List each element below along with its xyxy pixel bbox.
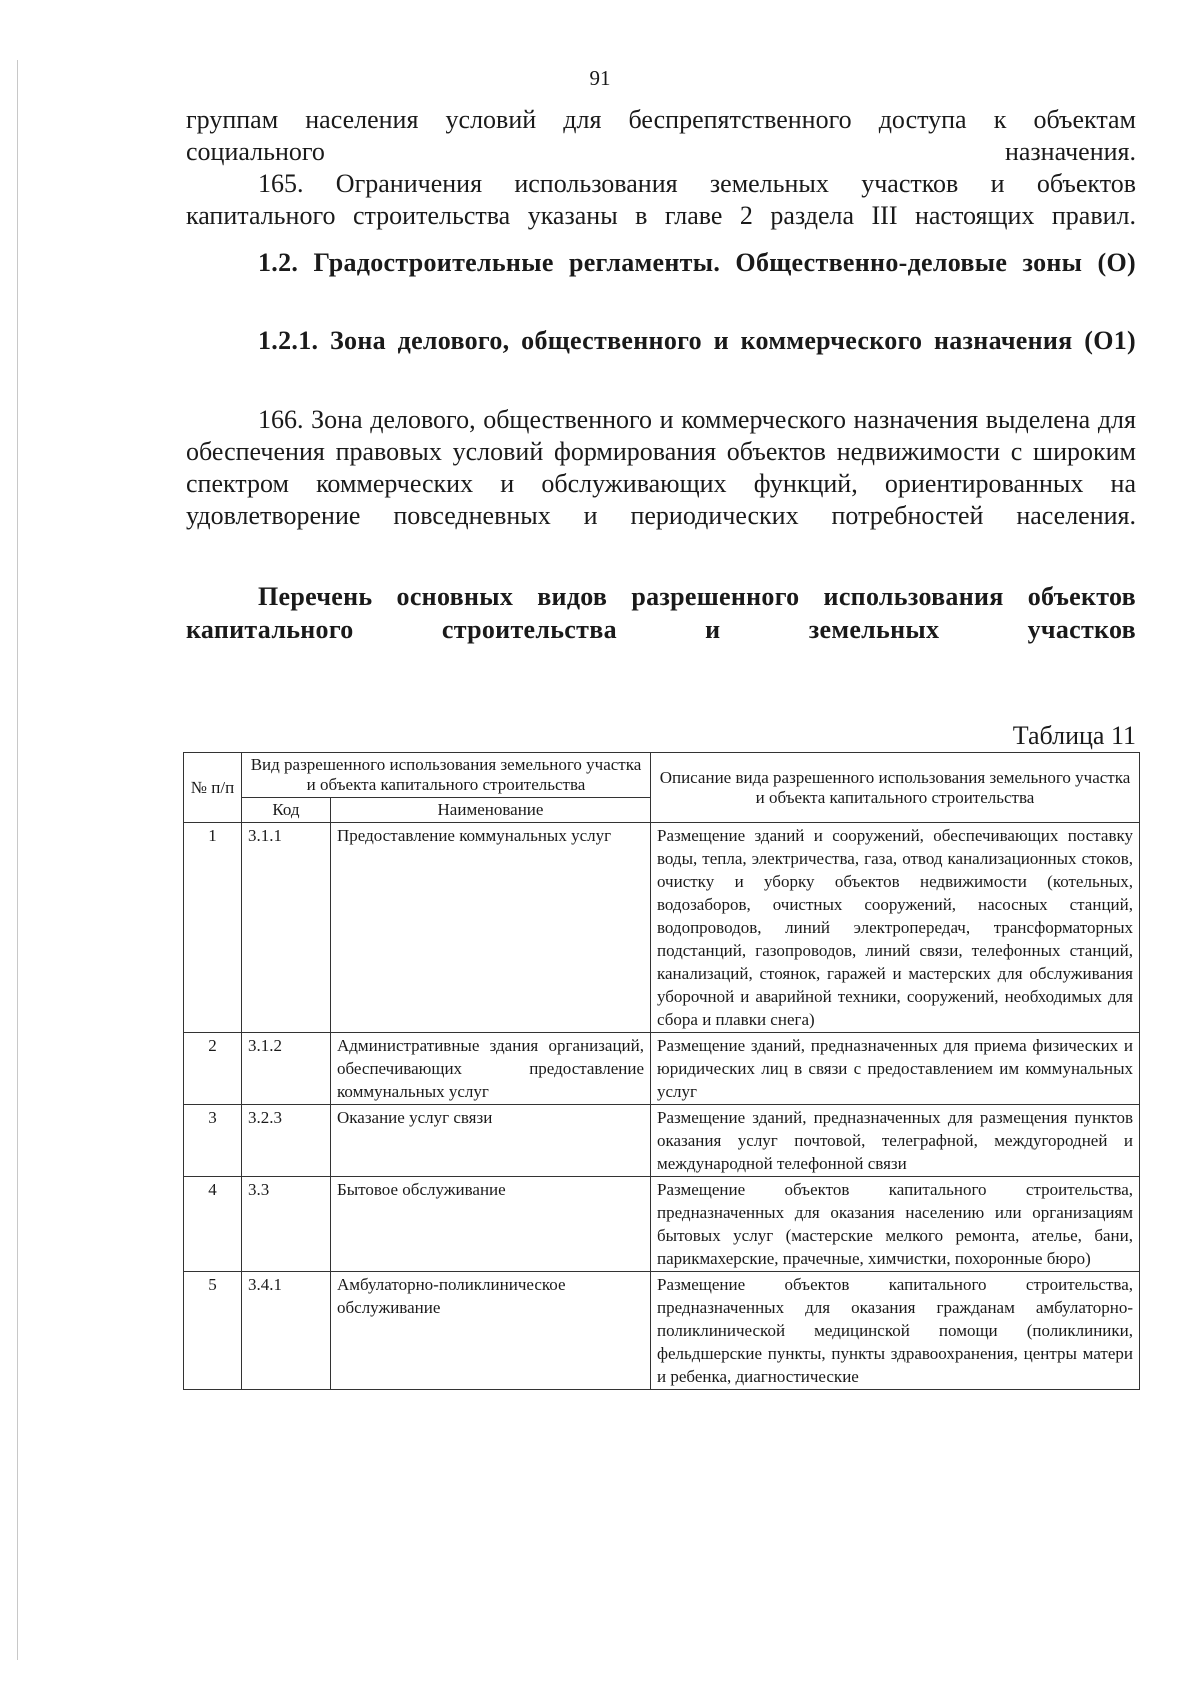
- scan-edge-line: [17, 60, 18, 1660]
- row-name: Амбулаторно-поликлиническое обслуживание: [331, 1272, 651, 1390]
- header-name: Наименование: [331, 798, 651, 823]
- row-name: Административные здания организаций, обеспечивающих предоставление коммунальных услуг: [331, 1033, 651, 1105]
- row-name: Оказание услуг связи: [331, 1105, 651, 1177]
- row-description: Размещение зданий, предназначенных для размещения пунктов оказания услуг почтовой, телеграфной, междугородней и международной телефонной связи: [651, 1105, 1140, 1177]
- section-heading-1-2-1: [186, 324, 1136, 357]
- permitted-use-table: [183, 752, 1140, 1390]
- row-name: Бытовое обслуживание: [331, 1177, 651, 1272]
- row-code: 3.3: [242, 1177, 331, 1272]
- table-row: [184, 1272, 1140, 1390]
- table-row: [184, 1033, 1140, 1105]
- row-num: 1: [184, 823, 242, 1033]
- page-number: 91: [589, 66, 611, 90]
- row-code: 3.1.2: [242, 1033, 331, 1105]
- row-description: Размещение объектов капитального строительства, предназначенных для оказания гражданам амбулаторно-поликлинической медицинской помощи (поликлиники, фельдшерские пункты, пункты здравоохранения, центры матери и ребенка, диагностические: [651, 1272, 1140, 1390]
- row-name: Предоставление коммунальных услуг: [331, 823, 651, 1033]
- header-description: Описание вида разрешенного использования земельного участка и объекта капитального строительства: [651, 753, 1140, 823]
- table-row: [184, 1177, 1140, 1272]
- table-header-row-1: [184, 753, 1140, 798]
- list-heading-text: Перечень основных видов разрешенного использования объектов капитального строительства и земельных участков: [186, 582, 1136, 644]
- heading-1-2-text: 1.2. Градостроительные регламенты. Общественно-деловые зоны (О): [258, 248, 1136, 277]
- header-code: Код: [242, 798, 331, 823]
- row-num: 4: [184, 1177, 242, 1272]
- row-description: Размещение объектов капитального строительства, предназначенных для оказания населению или организациям бытовых услуг (мастерские мелкого ремонта, ателье, бани, парикмахерские, прачечные, химчистки, похоронные бюро): [651, 1177, 1140, 1272]
- row-num: 2: [184, 1033, 242, 1105]
- paragraph-166: 166. Зона делового, общественного и коммерческого назначения выделена для обеспечения правовых условий формирования объектов недвижимости с широким спектром коммерческих и обслуживающих функций, ориентированных на удовлетворение повседневных и периодических потребностей населения.: [186, 405, 1136, 530]
- table-row: [184, 823, 1140, 1033]
- table-caption: Таблица 11: [1012, 721, 1136, 750]
- paragraph-165: 165. Ограничения использования земельных участков и объектов капитального строительства указаны в главе 2 раздела III настоящих правил.: [186, 169, 1136, 230]
- row-code: 3.4.1: [242, 1272, 331, 1390]
- row-description: Размещение зданий и сооружений, обеспечивающих поставку воды, тепла, электричества, газа, отвод канализационных стоков, очистку и уборку объектов недвижимости (котельных, водозаборов, очистных сооружений, насосных станций, водопроводов, линий электропередач, трансформаторных подстанций, газопроводов, линий связи, телефонных станций, канализаций, стоянок, гаражей и мастерских для обслуживания уборочной и аварийной техники, сооружений, необходимых для сбора и плавки снега): [651, 823, 1140, 1033]
- header-num: № п/п: [184, 753, 242, 823]
- row-code: 3.2.3: [242, 1105, 331, 1177]
- row-description: Размещение зданий, предназначенных для приема физических и юридических лиц в связи с предоставлением им коммунальных услуг: [651, 1033, 1140, 1105]
- intro-paragraph-continuation: группам населения условий для беспрепятственного доступа к объектам социального назначения.: [186, 105, 1136, 166]
- header-use-kind: Вид разрешенного использования земельного участка и объекта капитального строительства: [242, 753, 651, 798]
- section-heading-1-2: [186, 246, 1136, 279]
- heading-1-2-1-text: 1.2.1. Зона делового, общественного и коммерческого назначения (О1): [258, 326, 1136, 355]
- table-row: [184, 1105, 1140, 1177]
- list-heading: [186, 580, 1136, 646]
- row-num: 3: [184, 1105, 242, 1177]
- row-code: 3.1.1: [242, 823, 331, 1033]
- row-num: 5: [184, 1272, 242, 1390]
